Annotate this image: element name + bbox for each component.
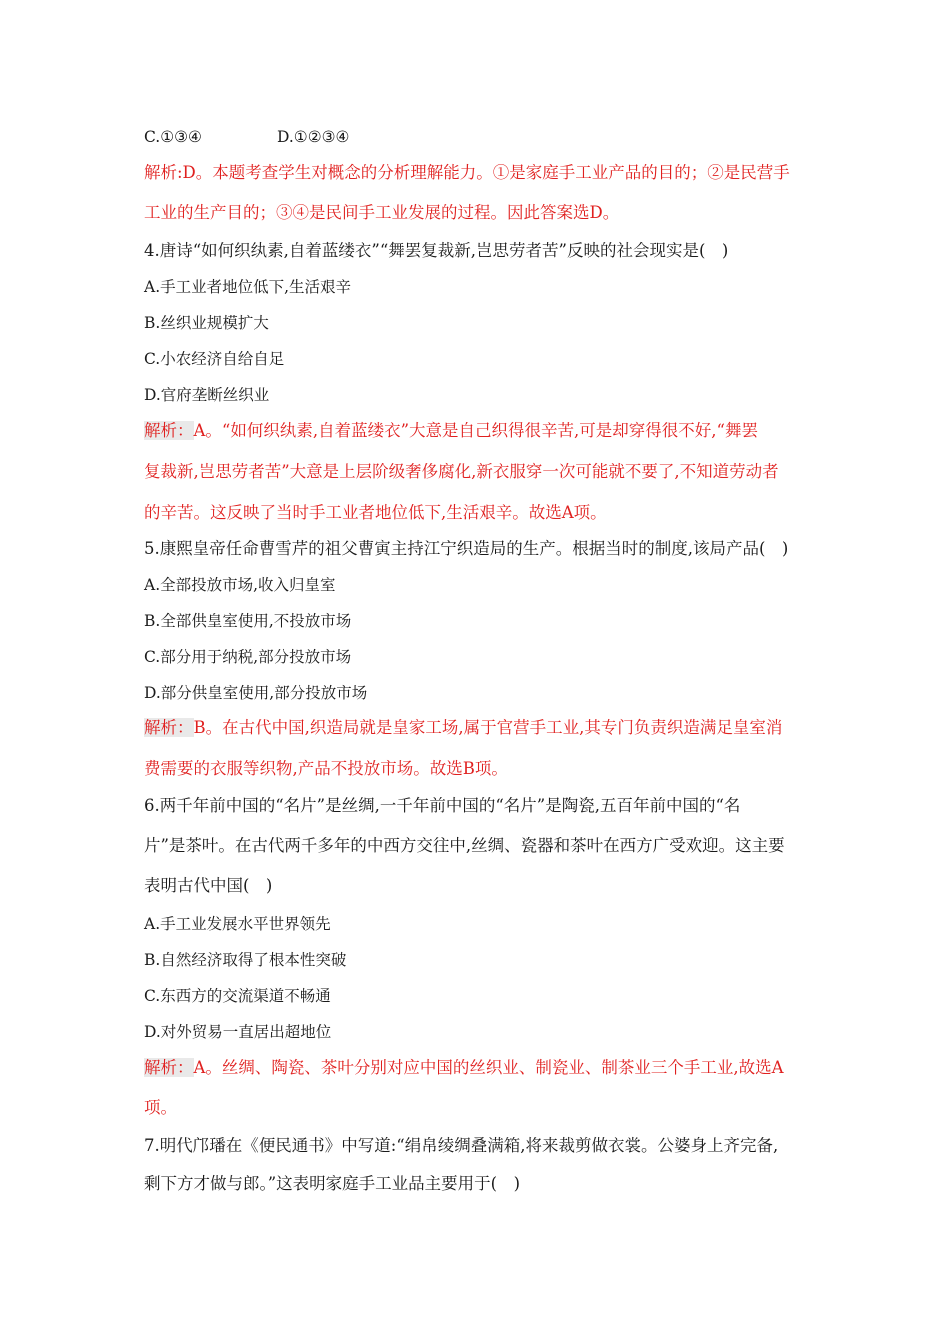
q7-question-line-2: 剩下方才做与郎。”这表明家庭手工业品主要用于( ) [144,1174,521,1193]
q6-analysis-line-1 [144,1057,850,1079]
q4-option-b: B.丝织业规模扩大 [144,314,269,332]
q3-option-d: D.①②③④ [277,128,350,146]
q4-analysis-line-3: 的辛苦。这反映了当时手工业者地位低下,生活艰辛。故选A项。 [144,503,607,522]
q3-analysis-line-2: 工业的生产目的；③④是民间手工业发展的过程。因此答案选D。 [144,203,620,222]
q7-question-line-1: 7.明代邝璠在《便民通书》中写道:“绢帛绫绸叠满箱,将来裁剪做衣裳。公婆身上齐完备, [144,1136,779,1155]
q3-options-row [144,126,850,148]
q4-analysis-line-1 [144,420,850,442]
q3-option-c: C.①③④ [144,128,202,146]
q6-analysis-text-1: A。丝绸、陶瓷、茶叶分别对应中国的丝织业、制瓷业、制茶业三个手工业,故选A [193,1058,784,1077]
q5-analysis-line-2: 费需要的衣服等织物,产品不投放市场。故选B项。 [144,759,508,778]
q5-analysis-line-1 [144,717,850,739]
q4-question: 4.唐诗“如何织纨素,自着蓝缕衣”“舞罢复裁新,岂思劳者苦”反映的社会现实是( ) [144,241,729,260]
q6-option-d: D.对外贸易一直居出超地位 [144,1023,332,1041]
q6-option-c: C.东西方的交流渠道不畅通 [144,987,331,1005]
q6-question-line-2: 片”是茶叶。在古代两千多年的中西方交往中,丝绸、瓷器和茶叶在西方广受欢迎。这主要 [144,836,785,855]
q4-option-d: D.官府垄断丝织业 [144,386,270,404]
q5-option-b: B.全部供皇室使用,不投放市场 [144,612,352,630]
q4-analysis-line-2: 复裁新,岂思劳者苦”大意是上层阶级奢侈腐化,新衣服穿一次可能就不要了,不知道劳动者 [144,462,779,481]
q5-analysis-text-1: B。在古代中国,织造局就是皇家工场,属于官营手工业,其专门负责织造满足皇室消 [193,718,783,737]
q4-analysis-text-1: A。“如何织纨素,自着蓝缕衣”大意是自己织得很辛苦,可是却穿得很不好,“舞罢 [193,421,758,440]
q4-option-c: C.小农经济自给自足 [144,350,285,368]
q6-question-line-3: 表明古代中国( ) [144,876,273,895]
q6-question-line-1: 6.两千年前中国的“名片”是丝绸,一千年前中国的“名片”是陶瓷,五百年前中国的“名 [144,796,741,815]
q5-option-a: A.全部投放市场,收入归皇室 [144,576,336,594]
q6-option-a: A.手工业发展水平世界领先 [144,915,331,933]
q4-option-a: A.手工业者地位低下,生活艰辛 [144,278,352,296]
q3-analysis-line-1: 解析:D。本题考查学生对概念的分析理解能力。①是家庭手工业产品的目的；②是民营手 [144,163,790,182]
q5-analysis-label: 解析： [144,718,194,737]
q4-analysis-label: 解析： [144,421,194,440]
q6-option-b: B.自然经济取得了根本性突破 [144,951,347,969]
q5-option-d: D.部分供皇室使用,部分投放市场 [144,684,368,702]
q6-analysis-label: 解析： [144,1058,194,1077]
q5-question: 5.康熙皇帝任命曹雪芹的祖父曹寅主持江宁织造局的生产。根据当时的制度,该局产品( ) [144,539,789,558]
q5-option-c: C.部分用于纳税,部分投放市场 [144,648,352,666]
q6-analysis-line-2: 项。 [144,1098,177,1117]
